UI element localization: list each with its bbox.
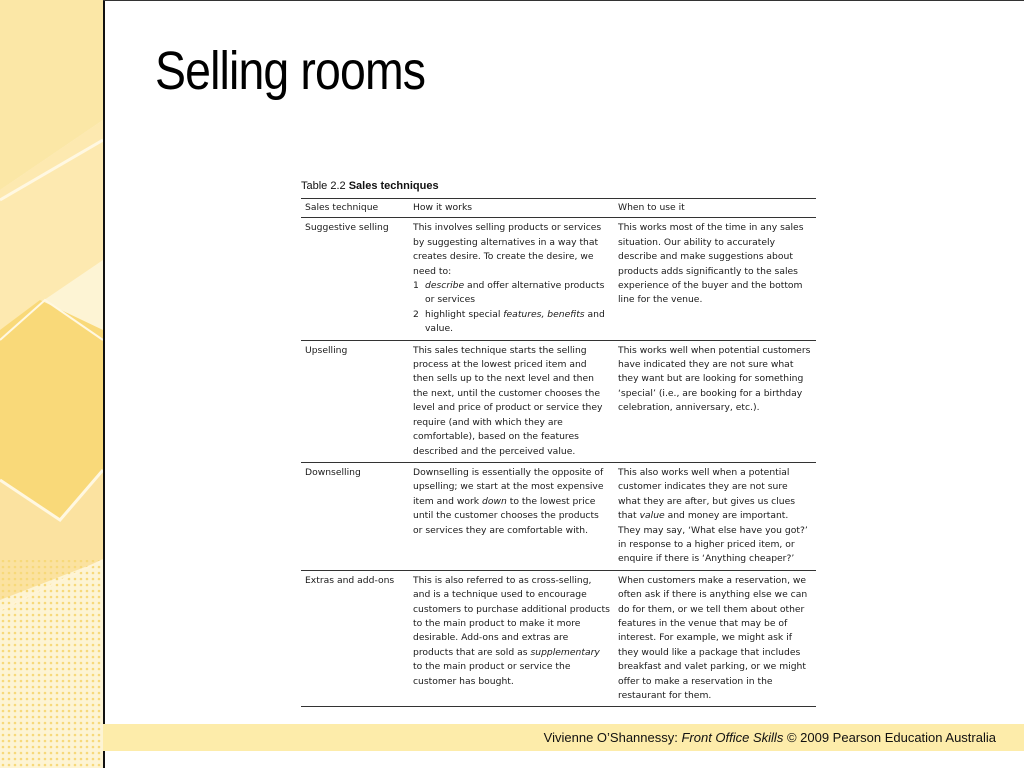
table-row <box>301 218 816 340</box>
decorative-side-panel <box>0 0 103 768</box>
how-it-works-cell <box>409 462 614 570</box>
table-number: Table 2.2 <box>301 180 349 192</box>
table-row <box>301 570 816 707</box>
table-header-row <box>301 199 816 218</box>
technique-cell: Suggestive selling <box>301 218 409 340</box>
step-number: 1 <box>413 280 419 292</box>
table-row <box>301 462 816 570</box>
technique-cell: Upselling <box>301 340 409 462</box>
step-text: and value. <box>425 308 605 335</box>
emphasis-text: down <box>482 495 507 507</box>
text-segment: to the main product or service the customer has bought. <box>413 661 571 687</box>
list-item <box>413 279 610 308</box>
footer-copyright: © 2009 Pearson Education Australia <box>783 730 996 745</box>
panel-divider <box>103 0 105 768</box>
text-segment: This is also referred to as cross-selling, and is a technique used to encourage customers to purchase additional products to the main product to make it more desirable. Add-ons and extras are products that are sold as <box>413 574 610 658</box>
emphasis-text: describe <box>425 280 465 292</box>
how-it-works-cell <box>409 218 614 340</box>
emphasis-text: value <box>639 510 665 522</box>
how-it-works-cell <box>409 570 614 707</box>
column-header: How it works <box>409 199 614 218</box>
sales-techniques-table <box>301 198 816 707</box>
when-to-use-cell <box>614 462 816 570</box>
when-to-use-cell: When customers make a reservation, we often ask if there is anything else we can do for them, or we tell them about other features in the venue that may be of interest. For example, we might ask if they would like a package that includes breakfast and valet parking, or we might offer to make a reservation in the restaurant for them. <box>614 570 816 707</box>
text-segment: Downselling is essentially the opposite of upselling; we start at the most expensive item and work <box>413 466 604 507</box>
abstract-shapes-graphic <box>0 0 103 768</box>
column-header: Sales technique <box>301 199 409 218</box>
footer-author: Vivienne O’Shannessy: <box>543 730 682 745</box>
text-segment: This also works well when a potential customer indicates they are not sure what they are after, but gives us clues that <box>618 466 796 522</box>
technique-cell: Downselling <box>301 462 409 570</box>
step-number: 2 <box>413 308 419 320</box>
table-row <box>301 340 816 462</box>
how-it-works-cell: This sales technique starts the selling process at the lowest priced item and then sells up to the next level and then the next, until the customer chooses the level and price of product or service they require (and with which they are comfortable), based on the features described and the perceived value. <box>409 340 614 462</box>
emphasis-text: features, benefits <box>503 308 585 320</box>
list-item <box>413 308 610 337</box>
text-segment: and money are important. They may say, ‘What else have you got?’ in response to a higher priced item, or enquire if there is ‘Anything cheaper?’ <box>618 510 808 565</box>
emphasis-text: supplementary <box>530 646 600 658</box>
top-border <box>103 0 1024 1</box>
footer-bar <box>103 724 1024 751</box>
text-segment: to the lowest price until the customer chooses the products or services they are comfortable with. <box>413 495 599 536</box>
when-to-use-cell: This works well when potential customers have indicated they are not sure what they want but are looking for something ‘special’ (i.e., are booking for a birthday celebration, anniversary, etc.). <box>614 340 816 462</box>
column-header: When to use it <box>614 199 816 218</box>
slide-title: Selling rooms <box>155 41 426 101</box>
table-caption-title: Sales techniques <box>348 180 439 192</box>
table-caption <box>301 180 816 192</box>
copyright-text <box>544 730 996 745</box>
technique-cell: Extras and add-ons <box>301 570 409 707</box>
when-to-use-cell: This works most of the time in any sales situation. Our ability to accurately describe and make suggestions about products adds significantly to the sales experience of the buyer and the bottom line for the venue. <box>614 218 816 340</box>
step-text: and offer alternative products or services <box>425 280 605 306</box>
footer-book-title: Front Office Skills <box>681 730 784 745</box>
step-text-prefix: highlight special <box>425 308 504 320</box>
sales-techniques-table-figure <box>301 180 816 707</box>
steps-list <box>413 279 610 337</box>
how-it-works-intro: This involves selling products or services by suggesting alternatives in a way that creates desire. To create the desire, we need to: <box>413 222 602 277</box>
